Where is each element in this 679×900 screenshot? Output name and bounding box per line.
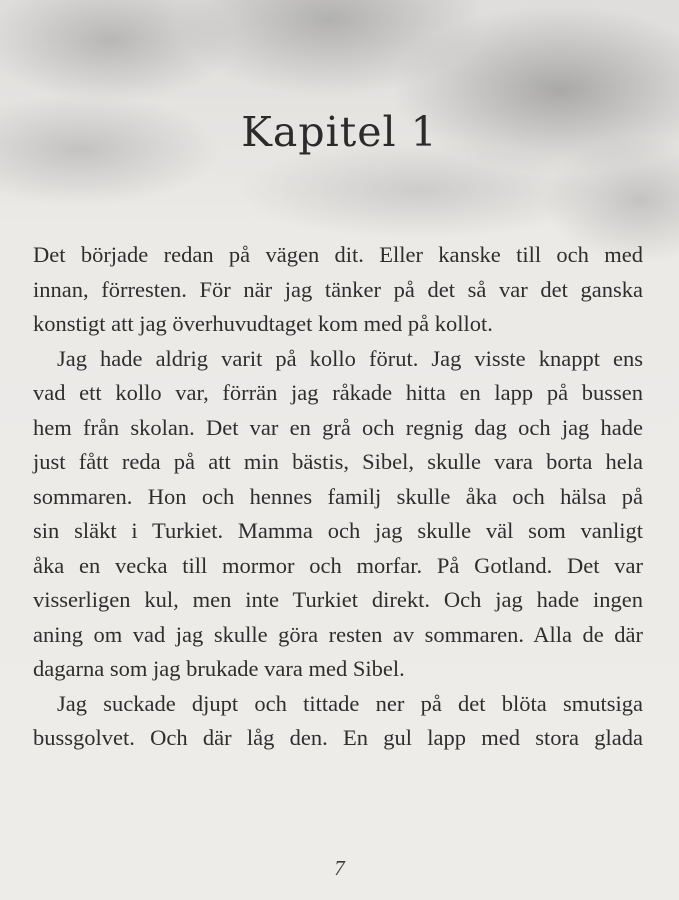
chapter-title: Kapitel 1 [241,108,438,156]
text-line: innan, förresten. För när jag tänker på det så var det ganska [33,276,643,302]
text-line: bussgolvet. Och där låg den. En gul lapp med stora glada [33,725,643,750]
text-line: dagarna som jag brukade vara med Sibel. [33,656,405,681]
text-line: åka en vecka till mormor och morfar. På Gotland. Det var [33,552,643,578]
text-line: konstigt att jag överhuvudtaget kom med på kollot. [33,311,493,336]
text-line: aning om vad jag skulle göra resten av sommaren. Alla de där [33,621,643,647]
text-line: just fått reda på att min bästis, Sibel, skulle vara borta hela [33,449,643,474]
text-line: Jag suckade djupt och tittade ner på det blöta smutsiga [57,690,643,716]
text-line: Det började redan på vägen dit. Eller kanske till och med [33,242,643,267]
text-line: Jag hade aldrig varit på kollo förut. Jag visste knappt ens [57,345,643,371]
text-line: visserligen kul, men inte Turkiet direkt. Och jag hade ingen [33,587,643,612]
text-line: sommaren. Hon och hennes familj skulle åka och hälsa på [33,483,643,509]
text-line: hem från skolan. Det var en grå och regnig dag och jag hade [33,414,643,440]
text-line: sin släkt i Turkiet. Mamma och jag skulle väl som vanligt [33,518,643,543]
text-line: vad ett kollo var, förrän jag råkade hitta en lapp på bussen [33,380,643,405]
body-text [33,238,643,756]
page-number: 7 [334,856,345,880]
